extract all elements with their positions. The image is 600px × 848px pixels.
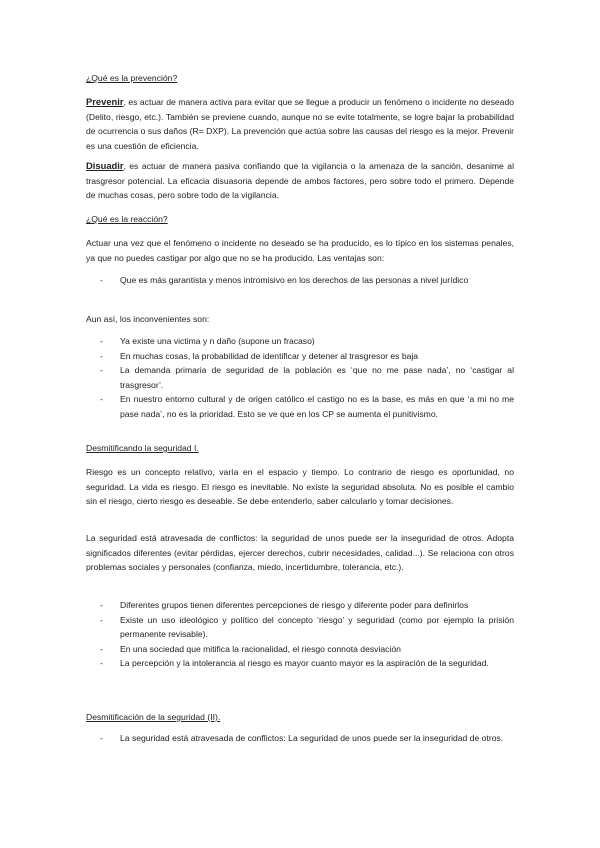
list-ventajas	[86, 273, 514, 288]
heading-prevencion: ¿Qué es la prevención?	[86, 73, 178, 83]
text-prevenir: , es actuar de manera activa para evitar que se llegue a producir un fenómeno o incidente no deseado (Delito, riesgo, etc.). También se previene cuando, aunque no se evite totalmente, se logre bajar la probabilidad de ocurrencia o sus daños (R= DXP). La prevención que actúa sobre las causas del riesgo es la mejor. Prevenir es una cuestión de eficiencia.	[86, 97, 514, 151]
list-item: - En nuestro entorno cultural y de origen católico el castigo no es la base, es más en que ‘a mi no me pase nada’, no es la prioridad. Esto se ve que en los CP se aumenta el punitivismo.	[86, 392, 514, 421]
heading-desmitificacion-2: Desmitificación de la seguridad (II).	[86, 712, 221, 722]
heading-desmitificando-1: Desmitificando la seguridad I.	[86, 443, 199, 453]
list-item: - La demanda primaria de seguridad de la población es ‘que no me pase nada’, no ‘castigar al trasgresor’.	[86, 363, 514, 392]
paragraph-inconvenientes-intro: Aun así, los inconvenientes son:	[86, 314, 210, 324]
paragraph-reaccion-intro: Actuar una vez que el fenómeno o incidente no deseado se ha producido, es lo típico en los sistemas penales, ya que no puedes castigar por algo que no se ha producido. Las ventajas son:	[86, 238, 514, 263]
list-desmitificacion-2	[86, 731, 514, 746]
list-item: - Diferentes grupos tienen diferentes percepciones de riesgo y diferente poder para definirlos	[86, 598, 514, 613]
list-item: - En una sociedad que mitifica la racionalidad, el riesgo connota desviación	[86, 642, 514, 657]
term-disuadir: Disuadir	[86, 160, 124, 171]
list-item: - La percepción y la intolerancia al riesgo es mayor cuanto mayor es la aspiración de la seguridad.	[86, 656, 514, 671]
term-prevenir: Prevenir	[86, 96, 124, 107]
paragraph-seguridad-conflictos: La seguridad está atravesada de conflictos: la seguridad de unos puede ser la inseguridad de otros. Adopta significados diferentes (evitar pérdidas, ejercer derechos, cubrir necesidades, calidad...). Se relaciona con otros problemas sociales y personales (confianza, miedo, incertidumbre, tolerancia, etc.).	[86, 533, 514, 573]
paragraph-riesgo: Riesgo es un concepto relativo, varía en el espacio y tiempo. Lo contrario de riesgo es oportunidad, no seguridad. La vida es riesgo. El riesgo es inevitable. No existe la seguridad absoluta. No es posible el cambio sin el riesgo, cierto riesgo es deseable. Se debe entenderlo, saber calcularlo y tomar decisiones.	[86, 467, 514, 507]
list-item: - La seguridad está atravesada de conflictos: La seguridad de unos puede ser la inseguridad de otros.	[86, 731, 514, 746]
paragraph-disuadir	[86, 159, 514, 203]
paragraph-prevenir	[86, 95, 514, 153]
text-disuadir: , es actuar de manera pasiva confiando que la vigilancia o la amenaza de la sanción, desanime al trasgresor potencial. La eficacia disuasoria depende de ambos factores, pero sobre todo el primero. Depende de muchas cosas, pero sobre todo de la vigilancia.	[86, 161, 514, 201]
list-item: - Ya existe una victima y n daño (supone un fracaso)	[86, 334, 514, 349]
list-desmitificando	[86, 598, 514, 671]
heading-reaccion: ¿Qué es la reacción?	[86, 214, 168, 224]
list-inconvenientes	[86, 334, 514, 422]
list-item: - Que es más garantista y menos intromisivo en los derechos de las personas a nivel jurídico	[86, 273, 514, 288]
list-item: - Existe un uso ideológico y político del concepto ‘riesgo’ y seguridad (como por ejemplo la prisión permanente revisable).	[86, 613, 514, 642]
list-item: - En muchas cosas, la probabilidad de identificar y detener al trasgresor es baja	[86, 349, 514, 364]
